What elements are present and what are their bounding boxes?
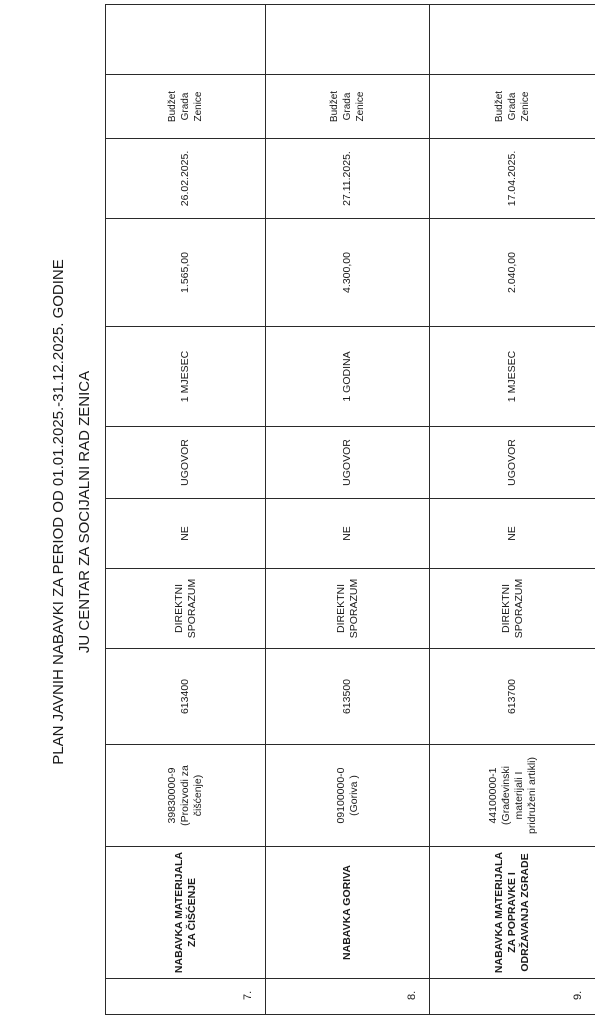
table-row <box>430 5 595 1015</box>
lots: NE <box>106 499 266 569</box>
cpv-code: 39830000-9 (Proizvodi za čišćenje) <box>106 745 266 847</box>
table-row <box>106 5 266 1015</box>
planned-date: 17.04.2025. <box>430 139 595 219</box>
estimated-value: 1.565,00 <box>106 219 266 327</box>
table-row <box>266 5 430 1015</box>
procurement-name: NABAVKA MATERIJALA ZA ČIŠĆENJE <box>106 847 266 979</box>
title-line-1: PLAN JAVNIH NABAVKI ZA PERIOD OD 01.01.2025.-31.12.2025. GODINE <box>50 259 67 765</box>
note <box>430 5 595 75</box>
estimated-value: 2.040,00 <box>430 219 595 327</box>
note <box>266 5 430 75</box>
title-block <box>46 12 102 1012</box>
row-number: 7. <box>106 979 266 1015</box>
account-code: 613700 <box>430 649 595 745</box>
procedure-type: DIREKTNI SPORAZUM <box>430 569 595 649</box>
cpv-code: 09100000-0 (Goriva ) <box>266 745 430 847</box>
row-number: 8. <box>266 979 430 1015</box>
contract-duration: 1 MJESEC <box>106 327 266 427</box>
contract-duration: 1 GODINA <box>266 327 430 427</box>
lots: NE <box>430 499 595 569</box>
funding-source: Budžet Grada Zenice <box>106 75 266 139</box>
row-number: 9. <box>430 979 595 1015</box>
document-title <box>0 0 120 1024</box>
account-code: 613400 <box>106 649 266 745</box>
contract-type: UGOVOR <box>266 427 430 499</box>
funding-source: Budžet Grada Zenice <box>266 75 430 139</box>
title-line-2: JU CENTAR ZA SOCIJALNI RAD ZENICA <box>76 370 93 654</box>
procurement-name: NABAVKA GORIVA <box>266 847 430 979</box>
funding-source: Budžet Grada Zenice <box>430 75 595 139</box>
contract-type: UGOVOR <box>106 427 266 499</box>
procurement-name: NABAVKA MATERIJALA ZA POPRAVKE I ODRŽAVANJA ZGRADE <box>430 847 595 979</box>
lots: NE <box>266 499 430 569</box>
estimated-value: 4.300,00 <box>266 219 430 327</box>
contract-duration: 1 MJESEC <box>430 327 595 427</box>
planned-date: 27.11.2025. <box>266 139 430 219</box>
cpv-code: 44100000-1 (Građevinski materijali I pridruženi artikli) <box>430 745 595 847</box>
note <box>106 5 266 75</box>
procedure-type: DIREKTNI SPORAZUM <box>266 569 430 649</box>
contract-type: UGOVOR <box>430 427 595 499</box>
procedure-type: DIREKTNI SPORAZUM <box>106 569 266 649</box>
planned-date: 26.02.2025. <box>106 139 266 219</box>
account-code: 613500 <box>266 649 430 745</box>
procurement-table <box>105 5 595 1015</box>
